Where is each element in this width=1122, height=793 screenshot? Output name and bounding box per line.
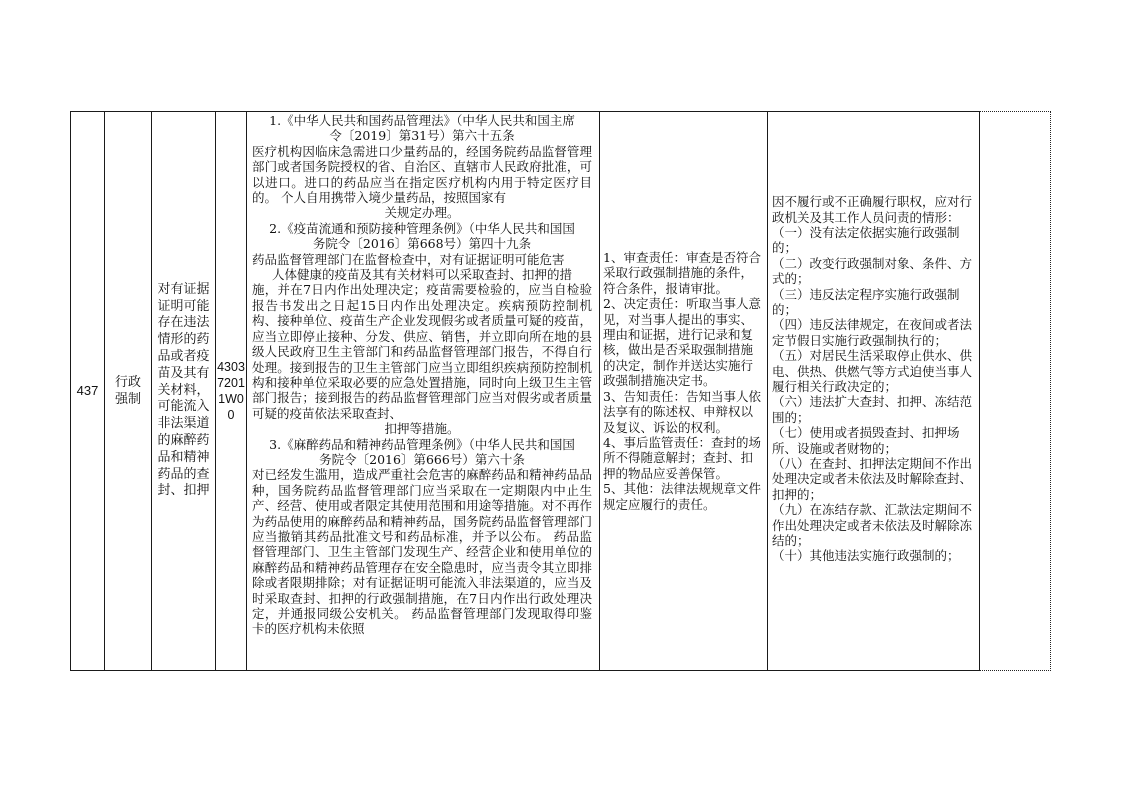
dotted-border-top: [980, 111, 1051, 112]
code-line: 4303: [217, 360, 245, 374]
accountability-item: （八）在查封、扣押法定期间不作出处理决定或者未依法及时解除查封、扣押的；: [772, 456, 973, 502]
basis-text: 人体健康的疫苗及其有关材料可以采取查封、扣押的措: [271, 267, 572, 283]
responsibility-item: 4、事后监管责任：查封的场所不得随意解封；查封、扣押的物品应妥善保管。: [603, 434, 761, 481]
dotted-border-bottom: [980, 670, 1051, 671]
accountability-item: （二）改变行政强制对象、条件、方式的；: [772, 255, 973, 287]
accountability-item: （一）没有法定依据实施行政强制的；: [772, 224, 960, 256]
accountability-item: （十）其他违法实施行政强制的；: [772, 548, 960, 564]
dotted-border-right: [1050, 111, 1051, 671]
basis-text: 关规定办理。: [384, 205, 460, 221]
accountability-item: （五）对居民生活采取停止供水、供电、供热、供燃气等方式迫使当事人履行相关行政决定的；: [772, 348, 973, 394]
category-cell: [105, 112, 151, 670]
item-name-cell: [152, 112, 215, 670]
code-line: 7201: [217, 376, 245, 390]
code-line: 1W0: [218, 392, 244, 406]
basis-heading: 务院令〔2016〕第668号）第四十九条: [312, 236, 532, 252]
basis-heading: 务院令〔2016〕第666号）第六十条: [319, 451, 525, 467]
basis-text: 药品监督管理部门在监督检查中，对有证据证明可能危害: [252, 251, 565, 267]
accountability-item: （九）在冻结存款、汇款法定期间不作出处理决定或者未依法及时解除冻结的；: [772, 502, 973, 549]
accountability-item: （三）违反法定程序实施行政强制的；: [772, 286, 960, 317]
accountability-cell: [768, 112, 979, 670]
accountability-item: （四）违反法律规定，在夜间或者法定节假日实施行政强制执行的；: [772, 317, 973, 348]
basis-text: 医疗机构因临床急需进口少量药品的，经国务院药品监督管理部门或者国务院授权的省、自治区、直辖市人民政府批准，可以进口。进口的药品应当在指定医疗机构内用于特定医疗目的。 个人自用携带入境少量药品，按照国家有: [252, 143, 592, 206]
code-cell: [216, 112, 246, 670]
responsibility-item: 2、决定责任：听取当事人意见，对当事人提出的事实、理由和证据，进行记录和复核，做出是否采取强制措施的决定，制作并送达实施行政强制措施决定书。: [603, 296, 761, 389]
column-divider: [246, 111, 247, 671]
basis-heading: 1.《中华人民共和国药品管理法》（中华人民共和国主席: [269, 113, 575, 128]
table-border-bottom: [70, 670, 980, 671]
basis-text: 对已经发生滥用，造成严重社会危害的麻醉药品和精神药品品种，国务院药品监督管理部门应当采取在一定期限内中止生产、经营、使用或者限定其使用范围和用途等措施。对不再作为药品使用的麻醉药品和精神药品，国务院药品监督管理部门应当撤销其药品批准文号和药品标准，并予以公布。 药品监督管理部门、卫生主管部门发现生产、经营企业和使用单位的麻醉药品和精神药品管理存在安全隐患时，应当责令其立即排除或者限期排除；对有证据证明可能流入非法渠道的，应当及时采取查封、扣押的行政强制措施，在7日内作出行政处理决定，并通报同级公安机关。 药品监督管理部门发现取得印鉴卡的医疗机构未依照: [252, 467, 592, 637]
row-number: 437: [76, 383, 99, 399]
responsibility-item: 5、其他：法律法规规章文件规定应履行的责任。: [603, 481, 761, 512]
basis-text: 施，并在7日内作出处理决定；疫苗需要检验的，应当自检验报告书发出之日起15日内作出处理决定。疾病预防控制机构、接种单位、疫苗生产企业发现假劣或者质量可疑的疫苗，应当立即停止接种、分发、供应、销售，并立即向所在地的县级人民政府卫生主管部门和药品监督管理部门报告，不得自行处理。接到报告的卫生主管部门应当立即组织疾病预防控制机构和接种单位采取必要的应急处置措施，同时向上级卫生主管部门报告；接到报告的药品监督管理部门应当对假劣或者质量可疑的疫苗依法采取查封、: [252, 282, 592, 421]
item-name-text: 对有证据证明可能存在违法情形的药品或者疫苗及其有关材料，可能流入非法渠道的麻醉药品和精神药品的查封、扣押: [157, 281, 210, 499]
basis-text: 扣押等措施。: [384, 421, 460, 437]
accountability-intro: 因不履行或不正确履行职权，应对行政机关及其工作人员问责的情形：: [772, 194, 973, 225]
basis-heading: 令〔2019〕第31号）第六十五条: [329, 128, 515, 144]
responsibility-item: 3、告知责任：告知当事人依法享有的陈述权、申辩权以及复议、诉讼的权利。: [603, 388, 761, 435]
accountability-item: （六）违法扩大查封、扣押、冻结范围的；: [772, 394, 973, 425]
accountability-item: （七）使用或者损毁查封、扣押场所、设施或者财物的；: [772, 425, 960, 456]
code-line: 0: [227, 408, 235, 422]
column-divider: [979, 111, 980, 671]
responsibility-item: 1、审查责任：审查是否符合采取行政强制措施的条件，符合条件，报请审批。: [603, 250, 761, 296]
legal-basis-cell: [248, 113, 596, 669]
basis-heading: 2.《疫苗流通和预防接种管理条例》（中华人民共和国国: [269, 220, 575, 236]
category-text: 行政强制: [114, 375, 141, 407]
basis-heading: 3.《麻醉药品和精神药品管理条例》（中华人民共和国国: [269, 436, 575, 452]
responsibility-cell: [600, 112, 767, 670]
